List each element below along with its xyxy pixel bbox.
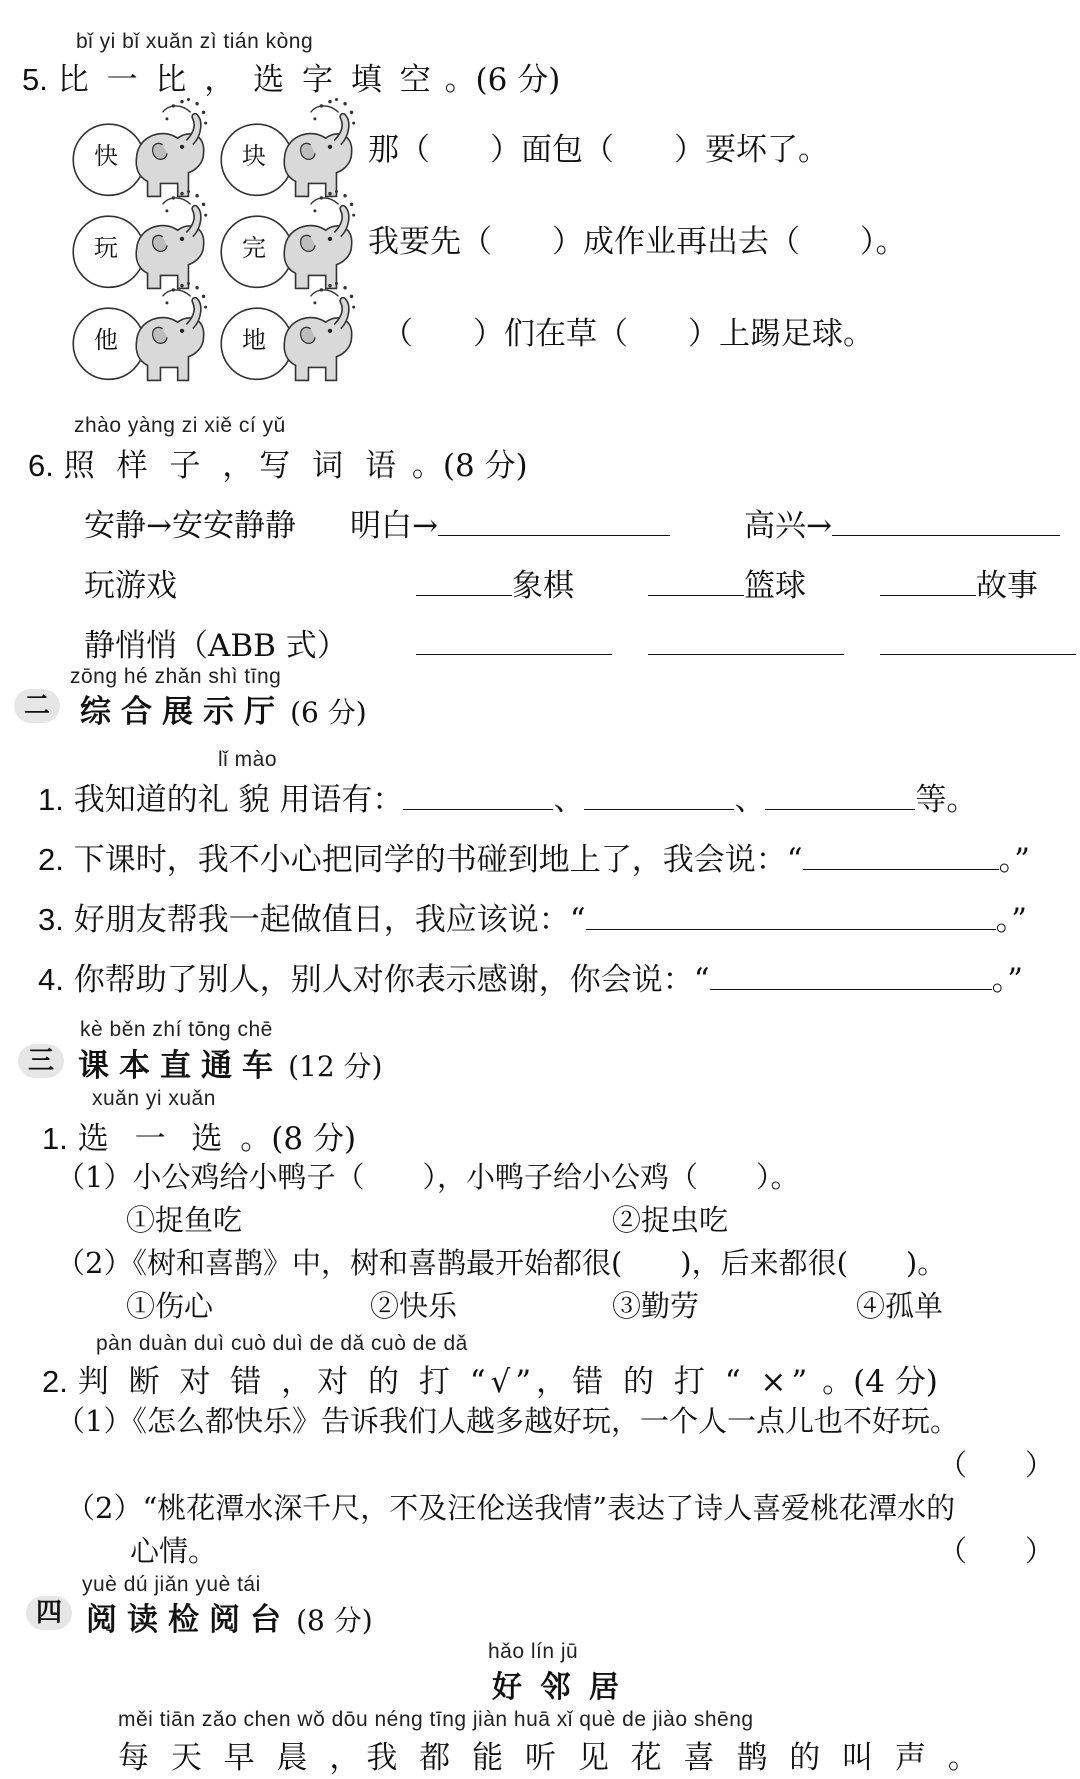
q6-row2-word-1: 象棋 xyxy=(416,560,574,605)
choice-char-left: 快 xyxy=(94,142,118,170)
q6-pinyin: zhào yàng zi xiě cí yǔ xyxy=(74,414,286,437)
sec3-q2-pinyin: pàn duàn duì cuò duì de dǎ cuò de dǎ xyxy=(96,1332,468,1355)
answer-blank[interactable] xyxy=(438,509,670,536)
q6-heading xyxy=(28,440,528,485)
sec3-title: 课本直通车 xyxy=(78,1048,283,1084)
q5-score: 。(6 分) xyxy=(444,62,561,98)
sec3-judge-2-line1: （2）“桃花潭水深千尺，不及汪伦送我情”表达了诗人喜爱桃花潭水的 xyxy=(66,1491,956,1525)
sec3-judge-1: （1）《怎么都快乐》告诉我们人越多越好玩，一个人一点儿也不好玩。 xyxy=(56,1404,959,1438)
answer-blank[interactable] xyxy=(803,843,999,870)
q6-row2-word-3: 故事 xyxy=(880,560,1038,605)
sec4-pinyin: yuè dú jiǎn yuè tái xyxy=(82,1573,261,1596)
sec3-sub2-opt2: ②快乐 xyxy=(370,1289,458,1323)
answer-blank[interactable] xyxy=(584,783,734,810)
sec2-item1-pinyin: lǐ mào xyxy=(218,748,278,771)
judge-2-answer[interactable]: （ ） xyxy=(938,1534,1055,1568)
sec3-q1-pinyin: xuǎn yi xuǎn xyxy=(92,1087,216,1110)
choice-char-right: 块 xyxy=(242,142,266,170)
sec4-score: (8 分) xyxy=(296,1604,373,1637)
sec2-item-2: 2. 下课时，我不小心把同学的书碰到地上了，我会说：“ 。” xyxy=(38,842,1030,878)
q5-number: 5. xyxy=(22,62,48,97)
answer-blank[interactable] xyxy=(648,569,744,596)
story-title-pinyin: hǎo lín jū xyxy=(488,1640,579,1663)
sec2-item-3: 3. 好朋友帮我一起做值日，我应该说：“ 。” xyxy=(38,902,1027,938)
sec3-sub1: （1）小公鸡给小鸭子（ ），小鸭子给小公鸡（ ）。 xyxy=(56,1160,800,1194)
sec2-item-1: 1. 我知道的礼 貌 用语有： 、 、 等。 xyxy=(38,782,978,818)
sec2-score: (6 分) xyxy=(290,696,367,729)
sec3-sub2-opt1: ①伤心 xyxy=(126,1289,214,1323)
sec4-heading xyxy=(86,1594,373,1639)
sec3-q2-heading: 2. 判 断 对 错 ，对 的 打 “√”，错 的 打 “ ×” 。(4 分) xyxy=(42,1364,938,1400)
answer-blank[interactable] xyxy=(832,509,1060,536)
sec3-heading xyxy=(78,1040,382,1085)
answer-blank[interactable] xyxy=(710,963,992,990)
q6-row1-c: 高兴→ xyxy=(744,500,1060,545)
q6-row2-word-2: 篮球 xyxy=(648,560,806,605)
sec3-sub1-opt2: ②捉虫吃 xyxy=(612,1203,729,1237)
sec3-score: (12 分) xyxy=(288,1050,383,1083)
sec3-sub2-opt3: ③勤劳 xyxy=(612,1289,700,1323)
choice-char-left: 他 xyxy=(94,326,118,354)
judge-1-answer[interactable]: （ ） xyxy=(938,1448,1055,1482)
q5-sentence-3: （ ）们在草（ ）上踢足球。 xyxy=(382,316,874,352)
choice-char-left: 玩 xyxy=(94,234,118,262)
answer-blank[interactable] xyxy=(416,628,612,655)
sec2-heading xyxy=(80,686,367,731)
q5-title: 比 一 比 ， 选 字 填 空 xyxy=(57,62,435,98)
sec4-badge: 四 xyxy=(26,1596,72,1630)
sec2-item-4: 4. 你帮助了别人，别人对你表示感谢，你会说：“ 。” xyxy=(38,962,1023,998)
q6-row2-example: 玩游戏 xyxy=(84,568,177,604)
choice-char-right: 地 xyxy=(242,326,266,354)
story-line-1: 每 天 早 晨 ，我 都 能 听 见 花 喜 鹊 的 叫 声 。 xyxy=(118,1740,985,1776)
q6-score: 。(8 分) xyxy=(411,448,528,484)
elephant-balloon-icon xyxy=(70,278,210,388)
answer-blank[interactable] xyxy=(403,783,553,810)
answer-blank[interactable] xyxy=(416,569,512,596)
sec3-sub2-opt4: ④孤单 xyxy=(856,1289,944,1323)
story-title: 好 邻 居 xyxy=(492,1670,623,1705)
answer-blank[interactable] xyxy=(586,903,996,930)
q6-number: 6. xyxy=(28,448,54,483)
q5-pinyin: bǐ yi bǐ xuǎn zì tián kòng xyxy=(76,30,314,53)
q6-row3-example: 静悄悄（ABB 式） xyxy=(84,628,348,664)
sec3-badge: 三 xyxy=(18,1044,64,1078)
story-line-pinyin: měi tiān zǎo chen wǒ dōu néng tīng jiàn huā xǐ què de jiào shēng xyxy=(118,1708,754,1731)
sec2-pinyin: zōng hé zhǎn shì tīng xyxy=(70,665,282,688)
answer-blank[interactable] xyxy=(765,783,915,810)
q5-sentence-2: 我要先（ ）成作业再出去（ ）。 xyxy=(368,224,907,260)
choice-char-right: 完 xyxy=(242,234,266,262)
answer-blank[interactable] xyxy=(880,569,976,596)
sec3-pinyin: kè běn zhí tōng chē xyxy=(80,1018,273,1041)
sec2-title: 综合展示厅 xyxy=(80,694,285,730)
q6-row1-b: 明白→ xyxy=(350,500,670,545)
elephant-balloon-icon xyxy=(218,278,358,388)
answer-blank[interactable] xyxy=(648,628,844,655)
sec2-badge: 二 xyxy=(14,689,60,723)
answer-blank[interactable] xyxy=(880,628,1076,655)
q5-heading xyxy=(22,54,560,99)
q5-sentence-1: 那（ ）面包（ ）要坏了。 xyxy=(368,132,829,168)
sec3-judge-2-line2: 心情。 xyxy=(130,1534,218,1568)
q6-title: 照 样 子 ，写 词 语 xyxy=(63,448,402,484)
sec4-title: 阅读检阅台 xyxy=(86,1602,291,1638)
sec3-sub2: （2）《树和喜鹊》中，树和喜鹊最开始都很( )，后来都很( )。 xyxy=(56,1246,947,1280)
sec3-sub1-opt1: ①捉鱼吃 xyxy=(126,1203,243,1237)
q6-row1-example: 安静→安安静静 xyxy=(84,508,296,544)
sec3-q1-heading: 1. 选 一 选 。(8 分) xyxy=(42,1121,357,1157)
